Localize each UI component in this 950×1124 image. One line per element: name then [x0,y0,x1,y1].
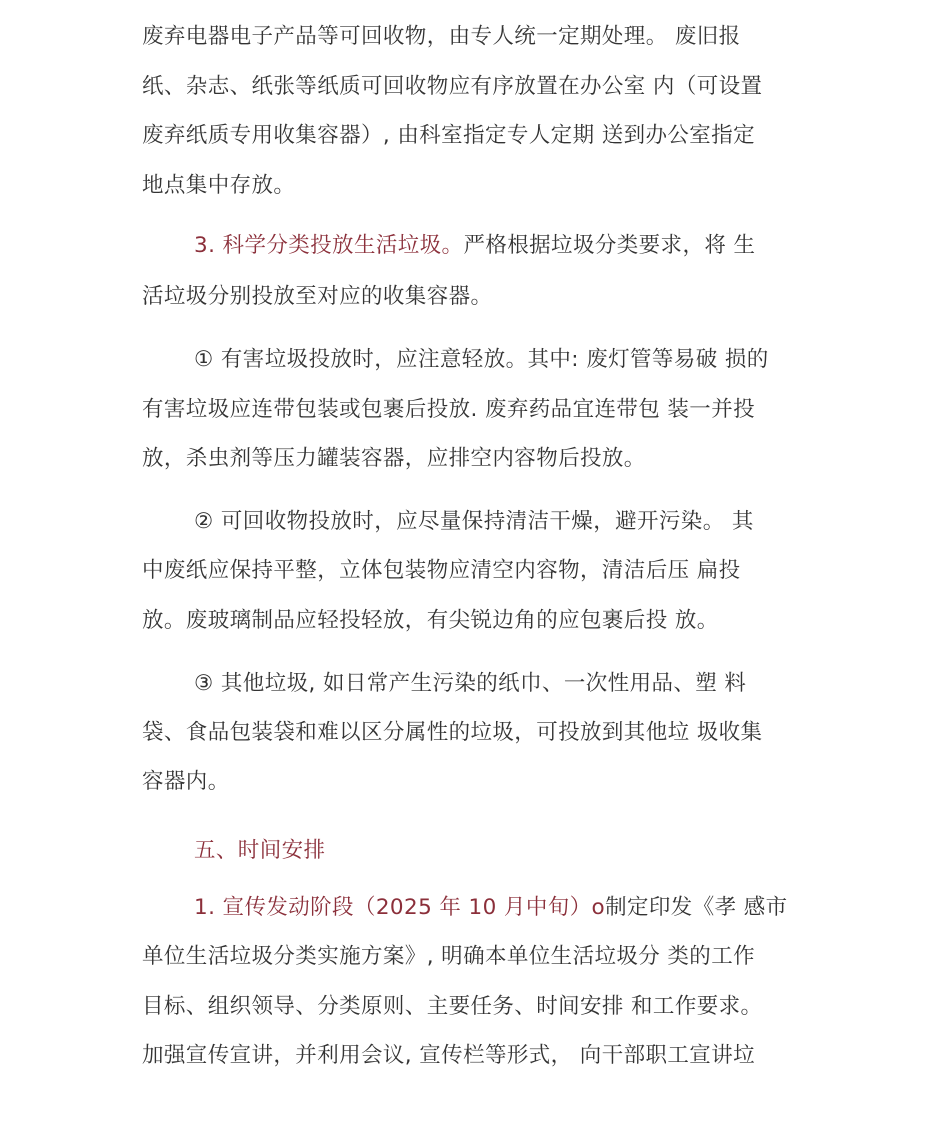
section-title: 五、时间安排 [194,838,326,863]
body-line: 放。废玻璃制品应轻投轻放，有尖锐边角的应包裹后投 放。 [142,608,719,633]
body-line: 单位生活垃圾分类实施方案》, 明确本单位生活垃圾分 类的工作 [142,944,756,969]
body-line: 地点集中存放。 [142,173,296,198]
subheading-sorting: 3. 科学分类投放生活垃圾。 [194,233,464,258]
body-line: 中废纸应保持平整，立体包装物应清空内容物，清洁后压 扁投 [142,558,741,583]
body-line: 纸、杂志、纸张等纸质可回收物应有序放置在办公室 内（可设置 [142,74,763,99]
body-line: 容器内。 [142,769,230,794]
body-line: 活垃圾分别投放至对应的收集容器。 [142,284,493,309]
body-line: 废弃电器电子产品等可回收物，由专人统一定期处理。 废旧报 [142,24,741,49]
subheading-publicity-stage: 1. 宣传发动阶段（2025 年 10 月中旬）o [194,895,606,920]
body-text: 制定印发《孝 感市 [605,895,788,920]
body-line: ② 可回收物投放时，应尽量保持清洁干燥，避开污染。 其 [194,509,754,534]
paragraph-first-line [194,231,755,261]
body-line: 目标、组织领导、分类原则、主要任务、时间安排 和工作要求。 [142,994,763,1019]
body-line: ① 有害垃圾投放时，应注意轻放。其中: 废灯管等易破 损的 [194,347,769,372]
body-line: 有害垃圾应连带包装或包裹后投放. 废弃药品宜连带包 装一并投 [142,397,756,422]
body-line: 袋、食品包装袋和难以区分属性的垃圾，可投放到其他垃 圾收集 [142,720,763,745]
paragraph-first-line [194,893,788,923]
body-line: 放，杀虫剂等压力罐装容器，应排空内容物后投放。 [142,446,646,471]
body-line: 废弃纸质专用收集容器）, 由科室指定专人定期 送到办公室指定 [142,123,756,148]
body-text: 严格根据垃圾分类要求，将 生 [463,233,756,258]
body-line: ③ 其他垃圾, 如日常产生污染的纸巾、一次性用品、塑 料 [194,671,747,696]
body-line: 加强宣传宣讲，并利用会议, 宣传栏等形式， 向干部职工宣讲垃 [142,1043,756,1068]
